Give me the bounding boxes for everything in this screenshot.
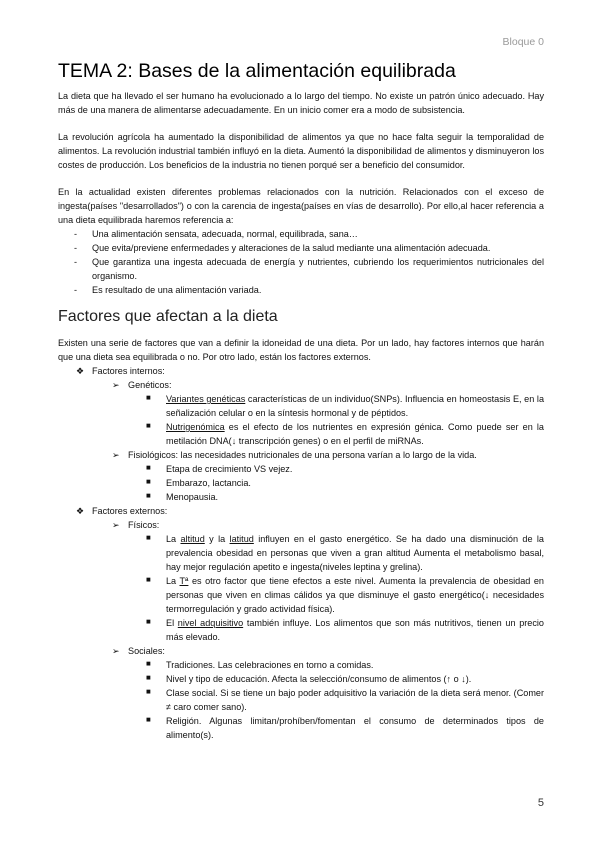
list-item: ■ Clase social. Si se tiene un bajo poder adquisitivo la variación de la dieta será menor. (Comer ≠ caro comer sano). [146,687,544,712]
nivel-adquisitivo-item: ■ El nivel adquisitivo también influye. Los alimentos que son más nutritivos, tienen un precio más elevado. [146,617,544,642]
list-item: ■ Tradiciones. Las celebraciones en torno a comidas. [146,659,374,670]
nutrigenomica-item: ■ Nutrigenómica es el efecto de los nutrientes en expresión génica. Como puede ser en la metilación DNA(↓ transcripción genes) o en el perfil de miRNAs. [146,421,544,446]
temperatura-item: ■ La Tª es otro factor que tiene efectos a este nivel. Aumenta la prevalencia de obesidad en personas que viven en climas cálidos ya que disminuye el gasto energético(↓ necesidades termorregulación y grado actividad física). [146,575,544,614]
square-bullet-icon: ■ [146,477,151,486]
altitud-item: ■ La altitud y la latitud influyen en el gasto energético. Se ha dado una disminución de la prevalencia obesidad en personas que viven a gran altitud Aumenta el metabolismo basal, hay mejor regulación apetito e ingesta(niveles leptina y grelina). [146,533,544,572]
list-item: ■ Etapa de crecimiento VS vejez. [146,463,293,474]
factores-externos: ❖ Factores externos: [76,506,168,516]
square-bullet-icon: ■ [146,659,151,668]
diamond-bullet-icon: ❖ [76,366,85,376]
actualidad-paragraph: En la actualidad existen diferentes problemas relacionados con la nutrición. Relacionados con el exceso de ingesta(países "desarrollados") o con la carencia de ingesta(países en vías de desarrollo). Por ello,al hacer referencia a una dieta equilibrada haremos referencia a: [58,187,544,225]
list-item: - Es resultado de una alimentación variada. [74,285,262,295]
running-header: Bloque 0 [502,36,544,48]
arrow-bullet-icon: ➢ [112,380,120,390]
list-item: ■ Nivel y tipo de educación. Afecta la selección/consumo de alimentos (↑ o ↓). [146,673,472,684]
list-item: - Que evita/previene enfermedades y alteraciones de la salud mediante una alimentación adecuada. [74,243,491,253]
sociales-item: ➢ Sociales: [112,646,165,656]
list-item: - Que garantiza una ingesta adecuada de energía y nutrientes, cubriendo los requerimientos nutricionales del organismo. [74,257,544,281]
arrow-bullet-icon: ➢ [112,646,120,656]
page-title: TEMA 2: Bases de la alimentación equilibrada [58,60,456,82]
fisiologicos-item: ➢ Fisiológicos: las necesidades nutricionales de una persona varían a lo largo de la vida. [112,450,477,460]
list-item: ■ Religión. Algunas limitan/prohíben/fomentan el consumo de determinados tipos de alimento(s). [146,715,544,740]
arrow-bullet-icon: ➢ [112,520,120,530]
square-bullet-icon: ■ [146,673,151,682]
variantes-item: ■ Variantes genéticas características de un individuo(SNPs). Influencia en homeostasis E, en la señalización celular o en la síntesis hormonal y de péptidos. [146,393,544,418]
factores-intro: Existen una serie de factores que van a definir la idoneidad de una dieta. Por un lado, hay factores internos que harán que una dieta sea equilibrada o no. Por otro lado, están los factores externos. [58,338,544,362]
list-item: - Una alimentación sensata, adecuada, normal, equilibrada, sana… [74,229,358,239]
square-bullet-icon: ■ [146,463,151,472]
square-bullet-icon: ■ [146,715,151,724]
fisicos-item: ➢ Físicos: [112,520,160,530]
square-bullet-icon: ■ [146,393,151,402]
arrow-bullet-icon: ➢ [112,450,120,460]
intro-paragraph: La dieta que ha llevado el ser humano ha evolucionado a lo largo del tiempo. No existe un patrón único adecuado. Hay más de una manera de alimentarse adecuadamente. En un inicio comer era a modo de subsistencia. [58,91,544,115]
factores-internos: ❖ Factores internos: [76,366,165,376]
square-bullet-icon: ■ [146,687,151,696]
geneticos-item: ➢ Genéticos: [112,380,172,390]
square-bullet-icon: ■ [146,575,151,584]
page-body [58,60,544,742]
square-bullet-icon: ■ [146,421,151,430]
list-item: ■ Embarazo, lactancia. [146,477,251,488]
square-bullet-icon: ■ [146,617,151,626]
revolution-paragraph: La revolución agrícola ha aumentado la disponibilidad de alimentos ya que no hace falta seguir la temporalidad de alimentos. La revolución industrial también influyó en la dieta. Aumentó la disponibilidad de alimentos y disminuyeron los costes de producción. Los beneficios de la industria no tienen porqué ser a beneficio del consumidor. [58,132,544,170]
list-item: ■ Menopausia. [146,491,219,502]
square-bullet-icon: ■ [146,491,151,500]
square-bullet-icon: ■ [146,533,151,542]
diamond-bullet-icon: ❖ [76,506,85,516]
dieta-list [58,227,544,297]
section-heading-factores: Factores que afectan a la dieta [58,308,278,325]
page-number: 5 [537,797,544,809]
